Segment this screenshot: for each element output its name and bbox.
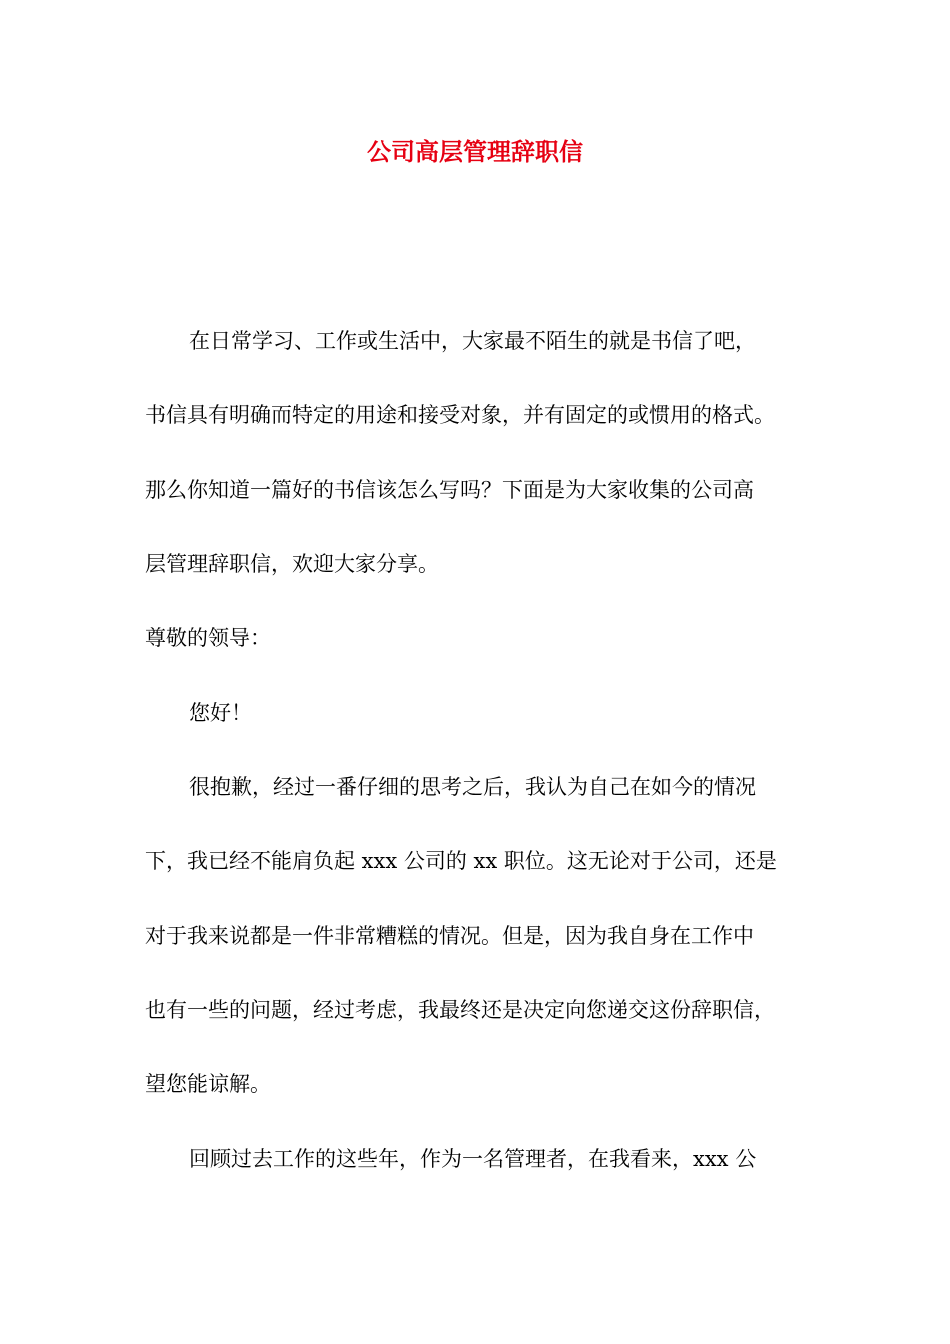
body-line-2: 书信具有明确而特定的用途和接受对象，并有固定的或惯用的格式。 <box>145 403 775 427</box>
greeting: 您好！ <box>189 701 252 725</box>
body-line-9: 望您能谅解。 <box>145 1072 271 1096</box>
body-line-6: 下，我已经不能肩负起 xxx 公司的 xx 职位。这无论对于公司，还是 <box>145 849 777 873</box>
body-line-8: 也有一些的问题，经过考虑，我最终还是决定向您递交这份辞职信， <box>145 998 775 1022</box>
body-line-3: 那么你知道一篇好的书信该怎么写吗？下面是为大家收集的公司高 <box>145 478 754 502</box>
body-line-4: 层管理辞职信，欢迎大家分享。 <box>145 552 439 576</box>
body-line-1: 在日常学习、工作或生活中，大家最不陌生的就是书信了吧， <box>189 329 756 353</box>
body-line-7: 对于我来说都是一件非常糟糕的情况。但是，因为我自身在工作中 <box>145 924 754 948</box>
body-line-10: 回顾过去工作的这些年，作为一名管理者，在我看来，xxx 公 <box>189 1147 757 1171</box>
body-line-5: 很抱歉，经过一番仔细的思考之后，我认为自己在如今的情况 <box>189 775 756 799</box>
salutation: 尊敬的领导： <box>145 626 271 650</box>
document-title: 公司高层管理辞职信 <box>367 137 583 166</box>
